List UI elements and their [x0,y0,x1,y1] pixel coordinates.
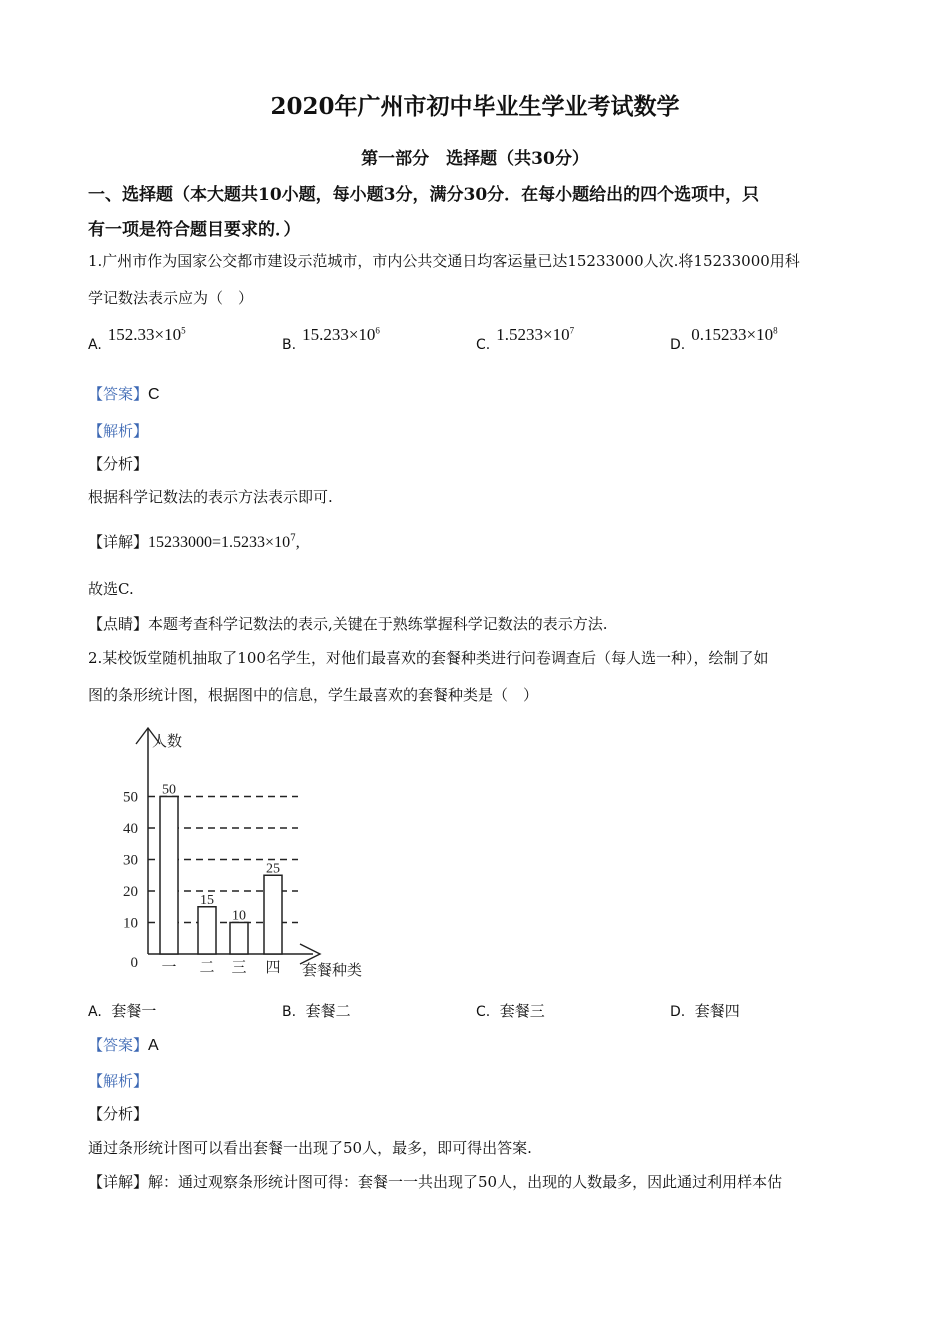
q1-detail [88,531,300,552]
section-heading-line2: 有一项是符合题目要求的．） [88,220,301,240]
answer-tag: 【答案】 [88,1036,149,1054]
q1-fenxi-text: 根据科学记数法的表示方法表示即可. [88,488,333,506]
y-tick-label: 40 [123,821,138,837]
answer-value: C [148,386,160,403]
q1-point [88,613,608,634]
bar [230,923,248,955]
q1-option-b [282,325,380,354]
option-exponent: 8 [773,325,778,336]
part-heading: 第一部分 选择题（共30分） [361,149,589,169]
y-axis-label: 人数 [152,734,183,750]
q2-analysis-tag: 【解析】 [88,1072,149,1090]
q2-option-d [670,1000,740,1021]
bar-chart [108,722,378,984]
bar [160,797,178,955]
section-heading-line1: 一、选择题（本大题共10小题，每小题3分，满分30分．在每小题给出的四个选项中，只 [88,185,760,205]
answer-value: A [148,1037,159,1054]
x-tick-label: 一 [161,960,177,976]
q1-fenxi-tag: 【分析】 [88,455,149,473]
y-tick-label: 30 [123,852,138,869]
option-exponent: 5 [181,325,186,336]
bar-value-label: 50 [162,782,176,798]
x-axis-label: 套餐种类 [302,963,363,979]
answer-tag: 【答案】 [88,385,149,403]
bar-value-label: 25 [266,861,280,877]
detail-tag: 【详解】 [88,533,149,551]
option-letter: A. [88,337,102,353]
detail-end: , [295,534,300,551]
option-base: 15.233×10 [302,325,376,344]
option-exponent: 7 [569,325,575,336]
q1-option-c [476,325,575,354]
q1-stem-line2: 学记数法表示应为（ ） [88,289,254,307]
point-tag: 【点睛】 [88,615,149,633]
q2-stem-line2: 图的条形统计图，根据图中的信息，学生最喜欢的套餐种类是（ ） [88,686,539,704]
detail-tag: 【详解】 [88,1173,149,1191]
option-base: 0.15233×10 [691,325,774,344]
detail-base: 15233000=1.5233×10 [148,534,291,551]
bar [264,875,282,954]
q2-detail [88,1171,782,1192]
y-tick-label: 0 [130,955,138,971]
option-letter: C. [476,1004,491,1020]
q1-option-d [670,325,778,354]
option-text: 套餐三 [499,1002,545,1020]
y-tick-label: 20 [123,884,138,900]
option-text: 套餐一 [111,1002,157,1020]
x-tick-label: 三 [231,960,247,976]
x-tick-label: 四 [265,960,281,976]
q2-stem-line1: 2.某校饭堂随机抽取了100名学生，对他们最喜欢的套餐种类进行问卷调查后（每人选一种），绘制了如 [88,649,769,667]
q1-conclusion: 故选C. [88,580,134,598]
option-letter: D. [670,337,686,353]
option-text: 套餐四 [694,1002,740,1020]
page-title: 2020年广州市初中毕业生学业考试数学 [270,93,680,120]
detail-exponent: 7 [290,533,296,544]
bar-value-label: 15 [200,892,214,908]
q2-answer [88,1034,159,1055]
q2-fenxi-tag: 【分析】 [88,1105,149,1123]
q2-option-a [88,1000,156,1021]
q1-answer [88,383,160,404]
y-tick-label: 10 [123,915,138,932]
y-tick-label: 50 [123,789,138,806]
bar [198,907,216,954]
option-base: 152.33×10 [107,325,182,344]
bar-value-label: 10 [232,908,246,924]
q1-analysis-tag: 【解析】 [88,422,149,440]
q1-stem-line1: 1.广州市作为国家公交都市建设示范城市，市内公共交通日均客运量已达15233000人次.将15233000用科 [88,252,800,270]
option-letter: B. [282,1004,297,1020]
option-letter: B. [282,337,297,353]
detail-text: 解：通过观察条形统计图可得：套餐一一共出现了50人，出现的人数最多，因此通过利用样本估 [148,1173,783,1191]
option-text: 套餐二 [305,1002,351,1020]
q2-option-b [282,1000,351,1021]
q2-fenxi-text: 通过条形统计图可以看出套餐一出现了50人，最多，即可得出答案. [88,1139,532,1157]
option-letter: C. [476,337,491,353]
option-exponent: 6 [375,325,380,336]
option-letter: A. [88,1004,102,1020]
q2-option-c [476,1000,545,1021]
point-text: 本题考查科学记数法的表示,关键在于熟练掌握科学记数法的表示方法. [148,615,608,633]
option-letter: D. [670,1004,686,1020]
option-base: 1.5233×10 [496,325,570,344]
q1-option-a [88,325,186,354]
x-tick-label: 二 [199,960,215,976]
